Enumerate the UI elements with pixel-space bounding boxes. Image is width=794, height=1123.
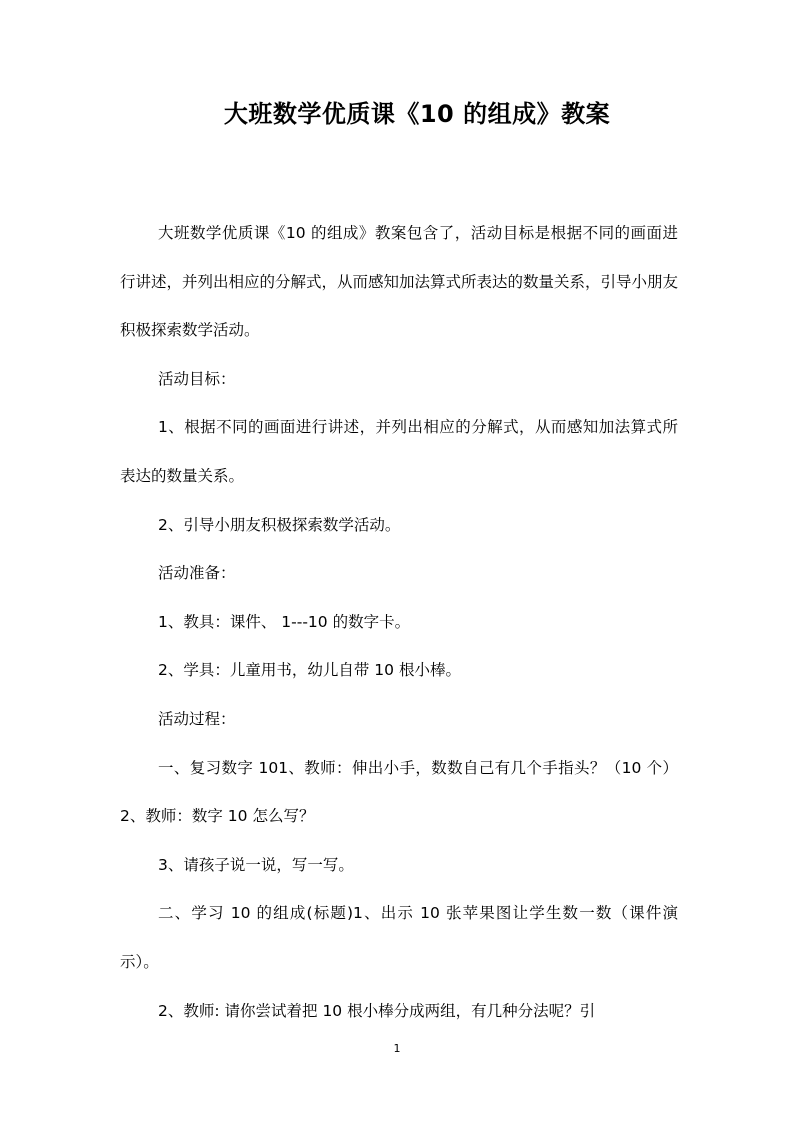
preparation-item-1: 1、教具：课件、 1---10 的数字卡。 xyxy=(158,612,411,631)
goal-item-2: 2、引导小朋友积极探索数学活动。 xyxy=(158,515,401,534)
intro-paragraph: 大班数学优质课《10 的组成》教案包含了，活动目标是根据不同的画面进行讲述，并列出相应的分解式，从而感知加法算式所表达的数量关系，引导小朋友积极探索数学活动。 xyxy=(120,224,679,340)
section-heading-preparation: 活动准备： xyxy=(158,564,236,583)
section-heading-goals: 活动目标： xyxy=(158,369,236,388)
process-step-3: 二、学习 10 的组成(标题)1、出示 10 张苹果图让学生数一数（课件演示）。 xyxy=(120,904,678,971)
document-body xyxy=(120,209,678,1035)
section-heading-process: 活动过程： xyxy=(158,709,236,728)
process-step-2: 3、请孩子说一说，写一写。 xyxy=(158,855,354,874)
goal-item-1: 1、根据不同的画面进行讲述，并列出相应的分解式，从而感知加法算式所表达的数量关系。 xyxy=(120,418,678,485)
document-title: 大班数学优质课《10 的组成》教案 xyxy=(223,100,611,128)
process-step-4: 2、教师: 请你尝试着把 10 根小棒分成两组，有几种分法呢？引 xyxy=(158,1001,596,1020)
process-step-1: 一、复习数字 101、教师：伸出小手，数数自己有几个手指头？（10 个）2、教师：数字 10 怎么写？ xyxy=(120,758,678,826)
preparation-item-2: 2、学具：儿童用书，幼儿自带 10 根小棒。 xyxy=(158,661,461,680)
page-number: 1 xyxy=(393,1042,401,1055)
